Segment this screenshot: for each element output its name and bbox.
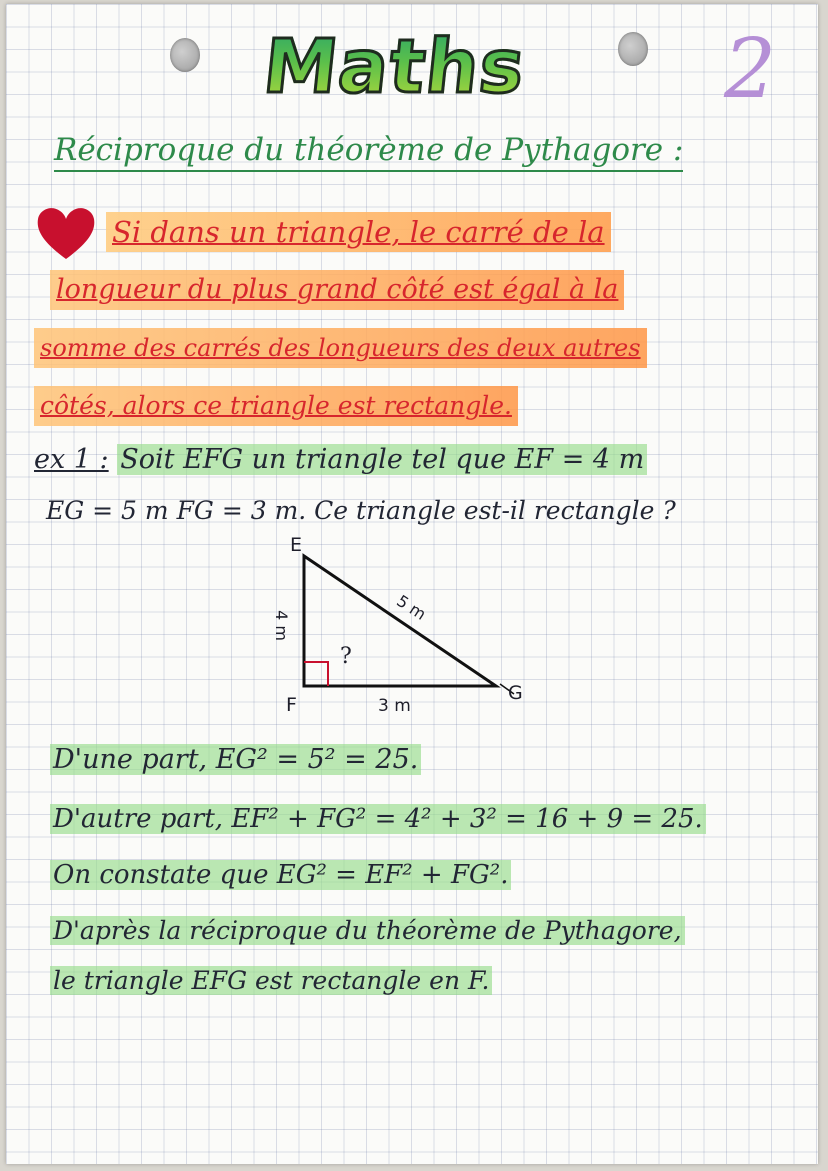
rule-line-2: longueur du plus grand côté est égal à la [50,270,624,310]
page-title: Maths [259,24,530,110]
example-label [34,444,647,475]
solution-line-1 [50,744,421,775]
binder-hole-left [170,38,200,72]
solution-line-1-text: D'une part, EG² = 5² = 25. [50,744,421,775]
example-number: ex 1 : [34,444,109,475]
binder-hole-right [618,32,648,66]
solution-line-4-text: D'après la réciproque du théorème de Pythagore, [50,916,685,945]
page-number: 2 [724,22,777,117]
heart-icon [34,198,98,268]
solution-line-5-text: le triangle EFG est rectangle en F. [50,966,492,995]
section-subtitle: Réciproque du théorème de Pythagore : [54,132,683,172]
example-statement-1: Soit EFG un triangle tel que EF = 4 m [117,444,647,475]
triangle-figure [271,534,534,724]
rule-line-1: Si dans un triangle, le carré de la [106,212,611,252]
solution-line-3-text: On constate que EG² = EF² + FG². [50,860,511,890]
example-statement-2: EG = 5 m FG = 3 m. Ce triangle est-il rectangle ? [46,496,676,525]
solution-line-4 [50,916,685,945]
vertex-e-label: E [290,534,303,556]
solution-line-2 [50,804,706,834]
rule-line-4: côtés, alors ce triangle est rectangle. [34,386,518,426]
vertex-g-label: G [508,682,523,704]
vertex-f-label: F [286,694,297,716]
right-angle-question: ? [340,644,352,669]
side-eg-label: 5 m [393,591,430,624]
solution-line-3 [50,860,511,890]
side-fg-label: 3 m [378,696,411,716]
notebook-page [6,4,818,1164]
solution-line-2-text: D'autre part, EF² + FG² = 4² + 3² = 16 + 9 = 25. [50,804,706,834]
rule-line-3: somme des carrés des longueurs des deux autres [34,328,647,368]
side-ef-label: 4 m [271,610,291,641]
solution-line-5 [50,966,492,995]
